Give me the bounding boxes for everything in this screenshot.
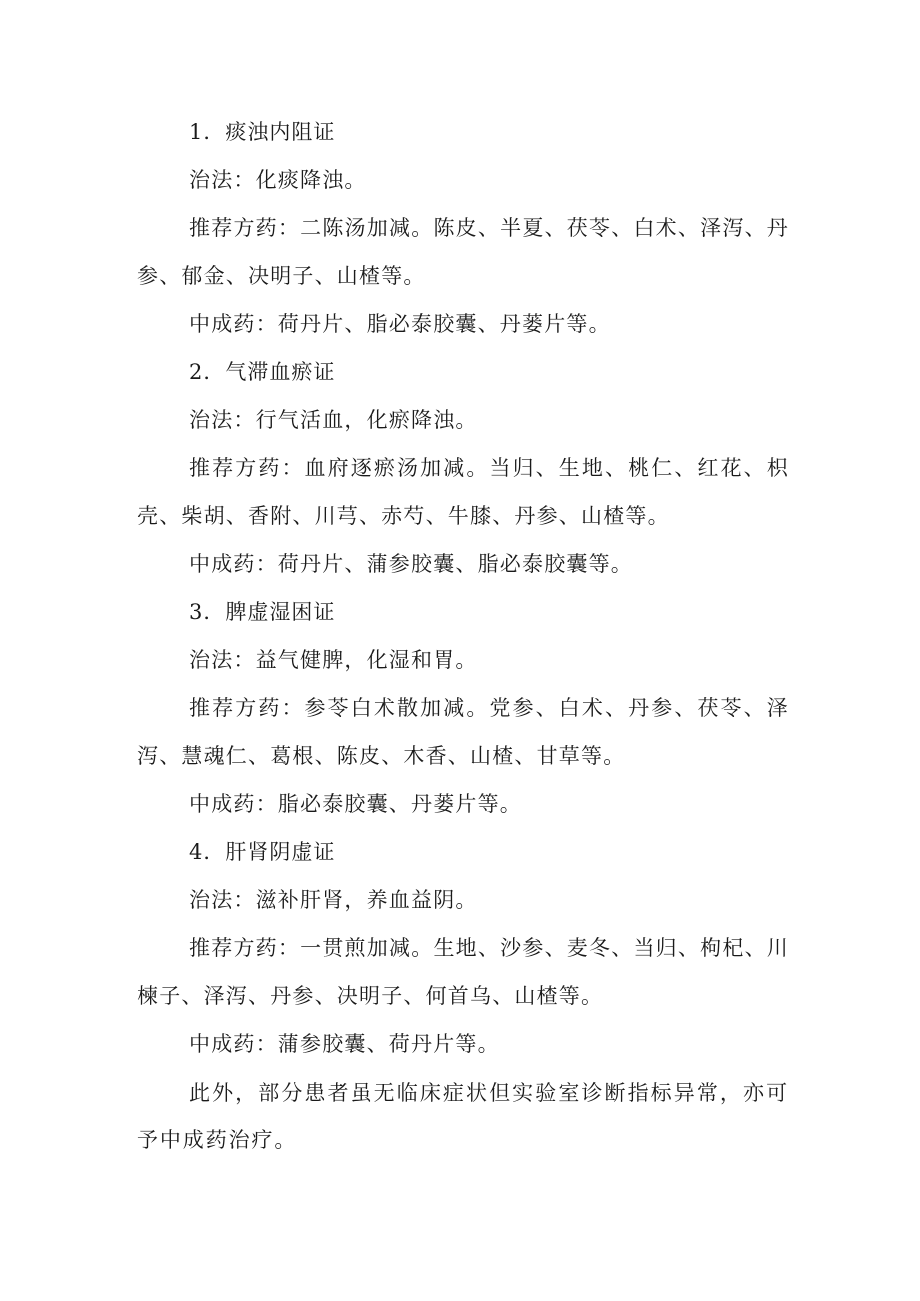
recommended-prescription: 推荐方药：血府逐瘀汤加减。当归、生地、桃仁、红花、枳壳、柴胡、香附、川芎、赤芍、牛膝、丹参、山楂等。 xyxy=(137,456,789,528)
treatment-method: 治法：行气活血，化瘀降浊。 xyxy=(189,408,478,432)
section-heading-phlegm: 1．痰浊内阻证 xyxy=(189,120,336,144)
patent-medicine: 中成药：脂必泰胶囊、丹蒌片等。 xyxy=(189,792,522,816)
recommended-prescription: 推荐方药：二陈汤加减。陈皮、半夏、茯苓、白术、泽泻、丹参、郁金、决明子、山楂等。 xyxy=(137,216,789,288)
treatment-method: 治法：化痰降浊。 xyxy=(189,168,367,192)
treatment-method: 治法：滋补肝肾，养血益阴。 xyxy=(189,888,478,912)
recommended-prescription: 推荐方药：参苓白术散加减。党参、白术、丹参、茯苓、泽泻、慧魂仁、葛根、陈皮、木香、山楂、甘草等。 xyxy=(137,696,789,768)
closing-note: 此外，部分患者虽无临床症状但实验室诊断指标异常，亦可予中成药治疗。 xyxy=(137,1081,789,1152)
section-heading-qi-stagnation: 2．气滞血瘀证 xyxy=(189,360,336,384)
treatment-method: 治法：益气健脾，化湿和胃。 xyxy=(189,648,478,672)
patent-medicine: 中成药：蒲参胶囊、荷丹片等。 xyxy=(189,1032,500,1056)
patent-medicine: 中成药：荷丹片、脂必泰胶囊、丹蒌片等。 xyxy=(189,312,611,336)
recommended-prescription: 推荐方药：一贯煎加减。生地、沙参、麦冬、当归、枸杞、川楝子、泽泻、丹参、决明子、何首乌、山楂等。 xyxy=(137,936,789,1008)
patent-medicine: 中成药：荷丹片、蒲参胶囊、脂必泰胶囊等。 xyxy=(189,552,633,576)
section-heading-spleen-deficiency: 3．脾虚湿困证 xyxy=(189,600,336,624)
document-body xyxy=(137,108,789,1164)
section-heading-liver-kidney: 4．肝肾阴虚证 xyxy=(189,840,336,864)
